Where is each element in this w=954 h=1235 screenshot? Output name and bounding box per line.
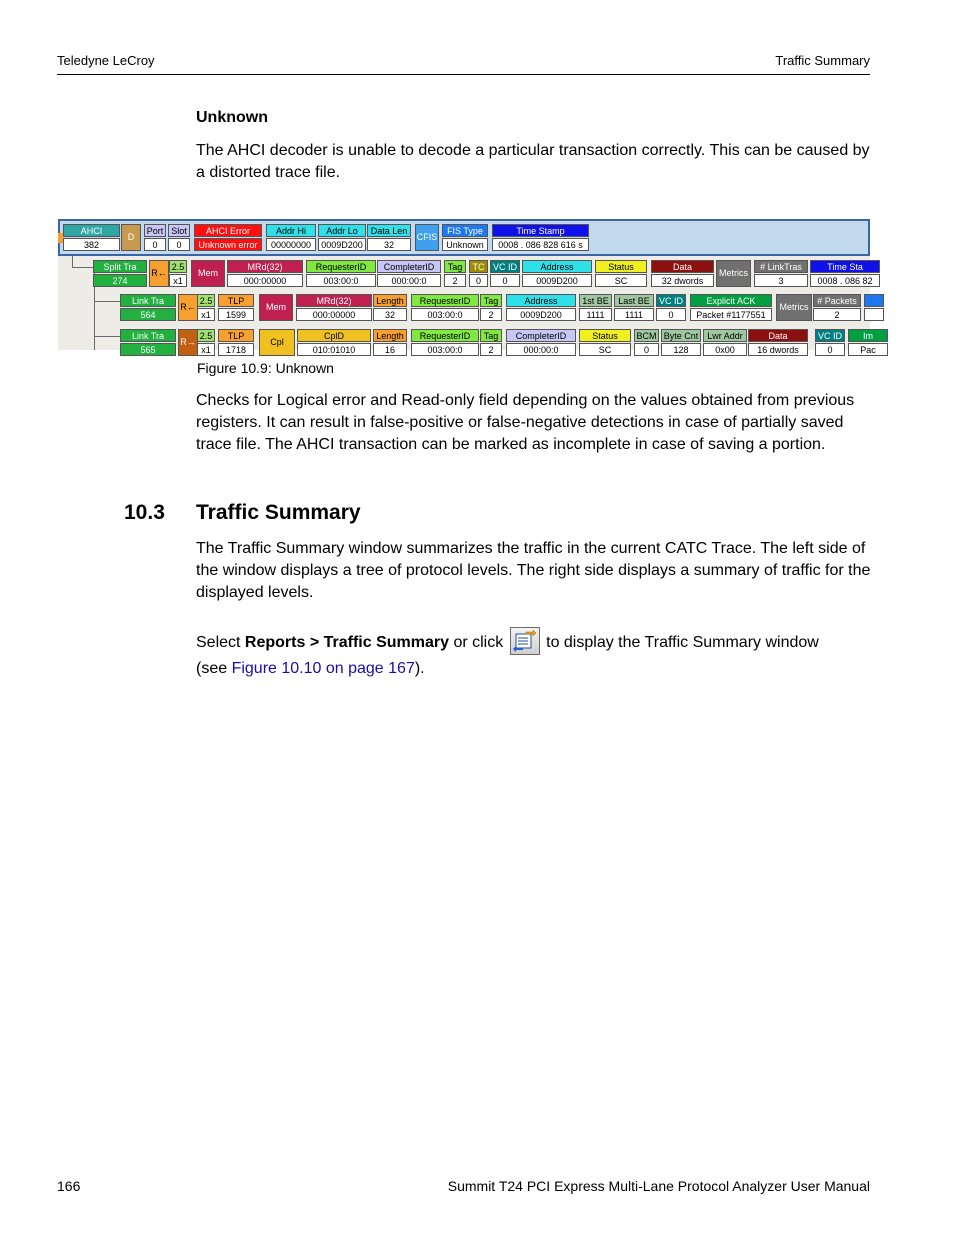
footer-manual-title: Summit T24 PCI Express Multi-Lane Protocol Analyzer User Manual — [447, 1178, 870, 1194]
footer-page-number: 166 — [57, 1178, 81, 1194]
trace-field-title: Split Tra — [93, 260, 147, 273]
trace-field-value: x1 — [169, 274, 187, 287]
menu-path: Reports > Traffic Summary — [244, 634, 449, 651]
trace-field-title: CompleterID — [506, 329, 576, 342]
trace-field-title: R→ — [178, 329, 198, 356]
trace-field[interactable] — [367, 224, 411, 251]
trace-field-title: Addr Hi — [266, 224, 316, 237]
tree-line — [94, 336, 120, 337]
trace-field[interactable] — [259, 329, 295, 356]
trace-field[interactable] — [810, 260, 880, 287]
trace-field-title: FIS Type — [442, 224, 488, 237]
trace-field-value: 000:00:0 — [377, 274, 441, 287]
trace-field-value: 003:00:0 — [306, 274, 376, 287]
instruction-see-close: ). — [414, 660, 425, 677]
trace-field-title: CFIS — [415, 224, 439, 251]
trace-field-value: 000:00:0 — [506, 343, 576, 356]
header-rule — [57, 74, 870, 75]
trace-field-value: Unknown error — [194, 238, 262, 251]
trace-field-value: 0 — [634, 343, 659, 356]
trace-field-value: 003:00:0 — [411, 308, 479, 321]
trace-field[interactable] — [614, 294, 654, 321]
trace-field-title: Explicit ACK — [690, 294, 772, 307]
trace-field-title: TLP — [218, 294, 254, 307]
trace-field-value: 32 — [373, 308, 407, 321]
trace-field[interactable] — [266, 224, 316, 251]
trace-field-value: 2 — [480, 343, 502, 356]
trace-field-value: 16 dwords — [748, 343, 808, 356]
trace-field[interactable] — [120, 329, 176, 356]
trace-field[interactable] — [218, 329, 254, 356]
trace-field-title: 2.5 — [197, 329, 215, 342]
trace-field-value: 0x00 — [703, 343, 747, 356]
trace-field-title: Time Sta — [810, 260, 880, 273]
trace-field-title: Length — [373, 294, 407, 307]
trace-field-title: Last BE — [614, 294, 654, 307]
trace-field[interactable] — [813, 294, 861, 321]
trace-field-title: Metrics — [776, 294, 812, 321]
trace-field-value: 32 dwords — [651, 274, 714, 287]
trace-field-value: 0008 . 086 828 616 s — [492, 238, 589, 251]
trace-field-value: 010:01010 — [297, 343, 371, 356]
trace-field-title: VC ID — [656, 294, 686, 307]
trace-field-title: R← — [149, 260, 169, 287]
trace-field-title: Cpl — [259, 329, 295, 356]
trace-field[interactable] — [690, 294, 772, 321]
figure-caption: Figure 10.9: Unknown — [197, 360, 334, 376]
trace-field[interactable] — [579, 329, 631, 356]
trace-field[interactable] — [490, 260, 520, 287]
trace-field-title: CplD — [297, 329, 371, 342]
trace-field-title: TLP — [218, 329, 254, 342]
trace-field-value: 0009D200 — [318, 238, 366, 251]
trace-field[interactable] — [506, 329, 576, 356]
trace-field-value: SC — [595, 274, 647, 287]
trace-field[interactable] — [656, 294, 686, 321]
trace-field-title: Mem — [259, 294, 293, 321]
trace-field[interactable] — [93, 260, 147, 287]
trace-field-title: Byte Cnt — [661, 329, 701, 342]
trace-field[interactable] — [63, 224, 120, 251]
trace-field[interactable] — [144, 224, 166, 251]
trace-field-value: 0 — [469, 274, 488, 287]
trace-field-value: 3 — [754, 274, 808, 287]
instruction-after-icon: to display the Traffic Summary window — [541, 634, 819, 651]
trace-field-value: 0009D200 — [506, 308, 576, 321]
trace-field-value: 0 — [168, 238, 190, 251]
trace-field-title: MRd(32) — [227, 260, 303, 273]
trace-field[interactable] — [169, 260, 187, 287]
traffic-summary-icon — [513, 630, 537, 652]
trace-field-value: 1111 — [614, 308, 654, 321]
trace-field-value: Pac — [848, 343, 888, 356]
trace-field-title: 2.5 — [169, 260, 187, 273]
trace-field[interactable] — [149, 260, 169, 287]
trace-field-title: # Packets — [813, 294, 861, 307]
trace-field-value: 1718 — [218, 343, 254, 356]
trace-field[interactable] — [506, 294, 576, 321]
trace-field-value: 1599 — [218, 308, 254, 321]
trace-field[interactable] — [373, 294, 407, 321]
trace-field-value: SC — [579, 343, 631, 356]
trace-field-title: Slot — [168, 224, 190, 237]
trace-field-title: AHCI Error — [194, 224, 262, 237]
trace-field[interactable] — [716, 260, 751, 287]
trace-field[interactable] — [297, 329, 371, 356]
trace-field-value: 2 — [444, 274, 466, 287]
trace-field-title: 1st BE — [579, 294, 612, 307]
tree-line — [72, 267, 94, 268]
trace-field-title: Addr Lo — [318, 224, 366, 237]
trace-field-value: 128 — [661, 343, 701, 356]
trace-field-title: Tag — [480, 294, 502, 307]
trace-field[interactable] — [194, 224, 262, 251]
trace-field[interactable] — [661, 329, 701, 356]
trace-field-title: Data — [651, 260, 714, 273]
trace-field-value: 2 — [480, 308, 502, 321]
trace-field[interactable] — [121, 224, 141, 251]
trace-field[interactable] — [377, 260, 441, 287]
header-company: Teledyne LeCroy — [57, 53, 155, 68]
trace-field-value: 0 — [656, 308, 686, 321]
trace-field-title: 2.5 — [197, 294, 215, 307]
trace-field-value: 00000000 — [266, 238, 316, 251]
trace-field-title: MRd(32) — [296, 294, 372, 307]
trace-field-value: 0 — [490, 274, 520, 287]
instruction-select: Select — [196, 634, 245, 651]
trace-field-value: 003:00:0 — [411, 343, 479, 356]
trace-field-value: Unknown — [442, 238, 488, 251]
trace-field-title: RequesterID — [411, 294, 479, 307]
trace-field[interactable] — [754, 260, 808, 287]
trace-field[interactable] — [373, 329, 407, 356]
instruction-see-open: (see — [196, 660, 232, 677]
trace-field[interactable] — [120, 294, 176, 321]
trace-field-title: Length — [373, 329, 407, 342]
trace-field-title: D — [121, 224, 141, 251]
trace-field-value: 274 — [93, 274, 147, 287]
trace-field-title: Tag — [480, 329, 502, 342]
trace-field[interactable] — [595, 260, 647, 287]
trace-field[interactable] — [776, 294, 812, 321]
trace-field-title: Link Tra — [120, 329, 176, 342]
instruction-paragraph — [196, 627, 872, 682]
trace-field[interactable] — [259, 294, 293, 321]
trace-field-title: AHCI — [63, 224, 120, 237]
trace-field-value: 000:00000 — [296, 308, 372, 321]
trace-field[interactable] — [168, 224, 190, 251]
traffic-summary-toolbar-button[interactable] — [510, 627, 540, 655]
trace-field[interactable] — [411, 294, 479, 321]
trace-field-value: 565 — [120, 343, 176, 356]
trace-field-title: R← — [178, 294, 198, 321]
trace-field-title: Link Tra — [120, 294, 176, 307]
trace-field-title: CompleterID — [377, 260, 441, 273]
trace-field-title: Address — [506, 294, 576, 307]
trace-field[interactable] — [815, 329, 845, 356]
trace-field-title: Data Len — [367, 224, 411, 237]
trace-field-title: Metrics — [716, 260, 751, 287]
trace-field-title: Address — [522, 260, 592, 273]
trace-field[interactable] — [864, 294, 884, 321]
trace-field-title: # LinkTras — [754, 260, 808, 273]
trace-field[interactable] — [442, 224, 488, 251]
figure-reference-link[interactable]: Figure 10.10 on page 167 — [231, 660, 415, 677]
trace-field-title: TC — [469, 260, 488, 273]
trace-field-value: 382 — [63, 238, 120, 251]
trace-field-title: Tag — [444, 260, 466, 273]
trace-field-value: 564 — [120, 308, 176, 321]
trace-field[interactable] — [218, 294, 254, 321]
trace-field[interactable] — [480, 329, 502, 356]
trace-field-title: Lwr Addr — [703, 329, 747, 342]
trace-field[interactable] — [197, 294, 215, 321]
trace-field[interactable] — [296, 294, 372, 321]
trace-field-value: x1 — [197, 308, 215, 321]
trace-field-value: 2 — [813, 308, 861, 321]
trace-field-value: x1 — [197, 343, 215, 356]
trace-field-title: Time Stamp — [492, 224, 589, 237]
trace-field[interactable] — [522, 260, 592, 287]
trace-field[interactable] — [191, 260, 225, 287]
trace-field-value: 0008 . 086 82 — [810, 274, 880, 287]
trace-field-title: Status — [595, 260, 647, 273]
trace-field-title — [864, 294, 884, 307]
trace-field-value: 000:00000 — [227, 274, 303, 287]
trace-field-title: VC ID — [490, 260, 520, 273]
trace-field[interactable] — [411, 329, 479, 356]
section-title: Traffic Summary — [196, 501, 361, 524]
trace-field-value: 16 — [373, 343, 407, 356]
trace-field[interactable] — [848, 329, 888, 356]
trace-field-title: Im — [848, 329, 888, 342]
trace-field[interactable] — [318, 224, 366, 251]
trace-field[interactable] — [469, 260, 488, 287]
trace-field[interactable] — [415, 224, 439, 251]
trace-figure — [58, 219, 876, 355]
trace-field-title: Mem — [191, 260, 225, 287]
trace-field[interactable] — [227, 260, 303, 287]
followup-paragraph: Checks for Logical error and Read-only field depending on the values obtained from previous registers. It can result in false-positive or false-negative detections in case of partially saved trace file. The AHCI transaction can be marked as incomplete in case of saving a portion. — [196, 392, 855, 453]
trace-field[interactable] — [579, 294, 612, 321]
trace-field-title: Port — [144, 224, 166, 237]
trace-field[interactable] — [178, 329, 198, 356]
tree-line — [94, 301, 120, 302]
trace-field-title: VC ID — [815, 329, 845, 342]
trace-field[interactable] — [444, 260, 466, 287]
trace-field[interactable] — [651, 260, 714, 287]
trace-field-value: 0 — [815, 343, 845, 356]
trace-field-title: RequesterID — [306, 260, 376, 273]
trace-field-title: Status — [579, 329, 631, 342]
unknown-paragraph: The AHCI decoder is unable to decode a particular transaction correctly. This can be caused by a distorted trace file. — [196, 142, 870, 181]
trace-field-title: RequesterID — [411, 329, 479, 342]
trace-field[interactable] — [178, 294, 198, 321]
trace-field-value: 0 — [144, 238, 166, 251]
unknown-heading: Unknown — [196, 109, 268, 126]
trace-field[interactable] — [480, 294, 502, 321]
section-paragraph: The Traffic Summary window summarizes the traffic in the current CATC Trace. The left side of the window displays a tree of protocol levels. The right side displays a summary of traffic for the displayed levels. — [196, 540, 871, 601]
trace-field[interactable] — [306, 260, 376, 287]
trace-field-title: Data — [748, 329, 808, 342]
header-section: Traffic Summary — [775, 53, 870, 68]
trace-field-value — [864, 308, 884, 321]
section-number: 10.3 — [124, 501, 165, 524]
trace-field[interactable] — [703, 329, 747, 356]
instruction-or-click: or click — [449, 634, 508, 651]
trace-field[interactable] — [634, 329, 659, 356]
trace-field-title: BCM — [634, 329, 659, 342]
trace-field-value: 1111 — [579, 308, 612, 321]
trace-field[interactable] — [492, 224, 589, 251]
trace-field-value: 32 — [367, 238, 411, 251]
trace-field[interactable] — [197, 329, 215, 356]
trace-field[interactable] — [748, 329, 808, 356]
trace-field-value: Packet #1177551 — [690, 308, 772, 321]
trace-field-value: 0009D200 — [522, 274, 592, 287]
